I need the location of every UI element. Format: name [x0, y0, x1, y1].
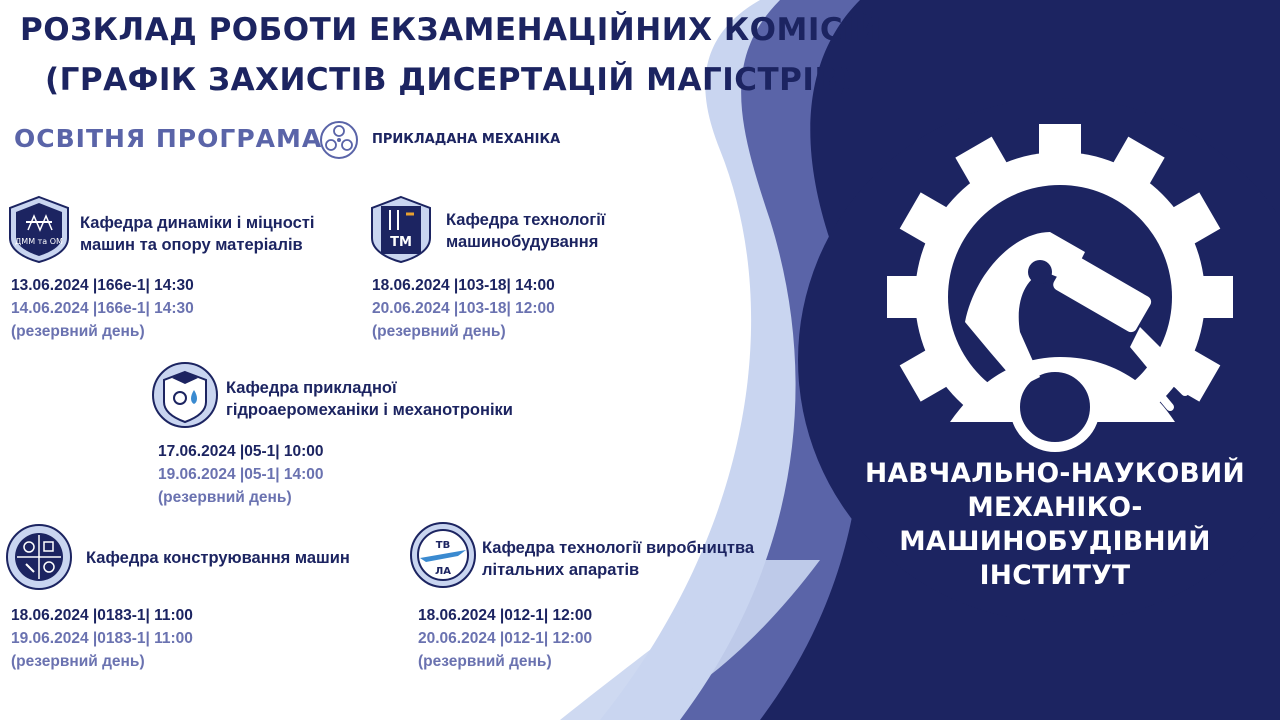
department-name-aircraft: [482, 537, 812, 581]
schedule-reserve-label: (резервний день): [372, 323, 506, 340]
department-name-line2: гідроаеромеханіки і механотроніки: [226, 401, 513, 419]
aircraft-logo-top-text: ТВ: [435, 540, 451, 551]
tm-logo-text: ТМ: [390, 235, 412, 250]
schedule-reserve-label: (резервний день): [11, 653, 145, 670]
schedule-reserve-date: 14.06.2024 |166е-1| 14:30: [11, 300, 194, 317]
schedule-hydromechanics: [158, 440, 324, 509]
aircraft-logo-bottom-text: ЛА: [434, 566, 452, 577]
schedule-reserve-date: 20.06.2024 |012-1| 12:00: [418, 630, 593, 647]
schedule-reserve-label: (резервний день): [11, 323, 145, 340]
page-title-line1: РОЗКЛАД РОБОТИ ЕКЗАМЕНАЦІЙНИХ КОМІСІЙ: [20, 12, 882, 48]
dmm-department-logo: [4, 194, 74, 264]
schedule-reserve-label: (резервний день): [158, 489, 292, 506]
page-title-line2: (ГРАФІК ЗАХИСТІВ ДИСЕРТАЦІЙ МАГІСТРІВ): [45, 62, 854, 98]
hydromechanics-department-logo: [150, 360, 220, 430]
institute-name-line2: МЕХАНІКО-: [967, 492, 1143, 523]
gear-robot-arm-emblem: [855, 122, 1265, 452]
schedule-main-date: 17.06.2024 |05-1| 10:00: [158, 443, 324, 460]
applied-mechanics-icon: [317, 120, 361, 160]
schedule-tm: [372, 274, 555, 343]
department-name-line1: Кафедра динаміки і міцності: [80, 214, 315, 232]
department-name-line1: Кафедра технології: [446, 211, 606, 229]
department-name-hydromechanics: [226, 377, 586, 421]
aircraft-department-logo: [408, 520, 478, 590]
department-name-line2: машинобудування: [446, 233, 599, 251]
program-label: ОСВІТНЯ ПРОГРАМА: [14, 124, 323, 153]
department-name-line2: машин та опору матеріалів: [80, 236, 303, 254]
department-name-line2: літальних апаратів: [482, 561, 640, 579]
institute-name-line4: ІНСТИТУТ: [979, 560, 1131, 591]
schedule-main-date: 18.06.2024 |012-1| 12:00: [418, 607, 593, 624]
dmm-logo-text: ДММ та ОМ: [15, 237, 63, 246]
schedule-reserve-label: (резервний день): [418, 653, 552, 670]
institute-name-line1: НАВЧАЛЬНО-НАУКОВИЙ: [865, 458, 1245, 489]
schedule-aircraft: [418, 604, 592, 673]
program-name: ПРИКЛАДАНА МЕХАНІКА: [372, 132, 561, 147]
department-name-line1: Кафедра прикладної: [226, 379, 397, 397]
institute-name-line3: МАШИНОБУДІВНИЙ: [899, 526, 1211, 557]
schedule-dmm: [11, 274, 194, 343]
schedule-reserve-date: 19.06.2024 |0183-1| 11:00: [11, 630, 193, 647]
department-name-line1: Кафедра технології виробництва: [482, 539, 755, 557]
department-name-tm: [446, 209, 776, 253]
schedule-main-date: 18.06.2024 |103-18| 14:00: [372, 277, 555, 294]
schedule-main-date: 18.06.2024 |0183-1| 11:00: [11, 607, 193, 624]
institute-name: [845, 457, 1265, 593]
schedule-machine-design: [11, 604, 193, 673]
machine-design-department-logo: [4, 522, 74, 592]
department-name-machine-design: [86, 547, 406, 569]
schedule-reserve-date: 20.06.2024 |103-18| 12:00: [372, 300, 555, 317]
department-name-line1: Кафедра конструювання машин: [86, 549, 350, 567]
tm-department-logo: [366, 194, 436, 264]
schedule-reserve-date: 19.06.2024 |05-1| 14:00: [158, 466, 324, 483]
schedule-main-date: 13.06.2024 |166е-1| 14:30: [11, 277, 194, 294]
department-name-dmm: [80, 212, 410, 256]
